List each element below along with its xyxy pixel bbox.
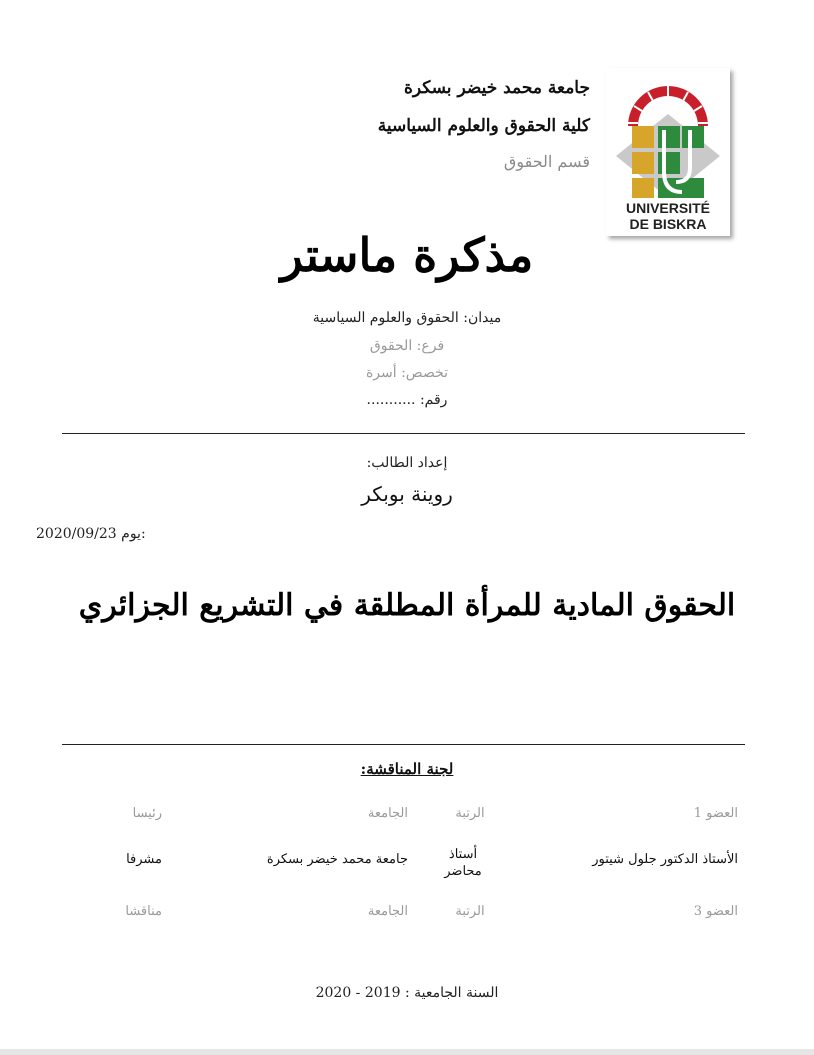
thesis-title: الحقوق المادية للمرأة المطلقة في التشريع الجزائري bbox=[78, 588, 736, 623]
department-name: قسم الحقوق bbox=[503, 152, 590, 171]
faculty-name: كلية الحقوق والعلوم السياسية bbox=[377, 116, 590, 136]
university-logo bbox=[606, 68, 730, 236]
branch-line: فرع: الحقوق bbox=[369, 338, 445, 354]
committee-rank: الرتبة bbox=[455, 806, 485, 821]
university-name: جامعة محمد خيضر بسكرة bbox=[403, 78, 590, 98]
specialty-line: تخصص: أسرة bbox=[365, 365, 449, 381]
page-bottom-edge bbox=[0, 1049, 814, 1055]
divider-top bbox=[62, 433, 745, 434]
committee-member: العضو 1 bbox=[693, 806, 738, 821]
committee-member: الأستاذ الدكتور جلول شيتور bbox=[592, 852, 738, 867]
committee-heading bbox=[0, 760, 814, 778]
document-type-title: مذكرة ماستر bbox=[280, 228, 534, 282]
date-value: 2020/09/23 bbox=[36, 526, 117, 542]
committee-member: العضو 3 bbox=[693, 904, 738, 919]
committee-university: الجامعة bbox=[367, 904, 408, 919]
committee-role: مشرفا bbox=[126, 852, 162, 867]
committee-rank: الرتبة bbox=[455, 904, 485, 919]
academic-year: السنة الجامعية : 2019 - 2020 bbox=[315, 985, 499, 1001]
committee-role: مناقشا bbox=[125, 904, 162, 919]
prepared-by-label: إعداد الطالب: bbox=[366, 455, 448, 471]
date-label: يوم: bbox=[121, 526, 146, 542]
svg-text:DE BISKRA: DE BISKRA bbox=[629, 216, 707, 232]
university-emblem-icon bbox=[606, 68, 730, 236]
field-line: ميدان: الحقوق والعلوم السياسية bbox=[312, 310, 502, 326]
committee-rank: أستاذ محاضر bbox=[444, 847, 482, 879]
defense-date bbox=[36, 526, 146, 542]
committee-heading-text: لجنة المناقشة: bbox=[360, 760, 454, 778]
svg-text:UNIVERSITÉ: UNIVERSITÉ bbox=[625, 200, 711, 216]
committee-role: رئيسا bbox=[132, 806, 162, 821]
committee-university: جامعة محمد خيضر بسكرة bbox=[266, 852, 408, 867]
student-name: روينة بوبكر bbox=[361, 482, 453, 506]
committee-university: الجامعة bbox=[367, 806, 408, 821]
number-line: رقم: ........... bbox=[366, 392, 448, 408]
divider-bottom bbox=[62, 744, 745, 745]
